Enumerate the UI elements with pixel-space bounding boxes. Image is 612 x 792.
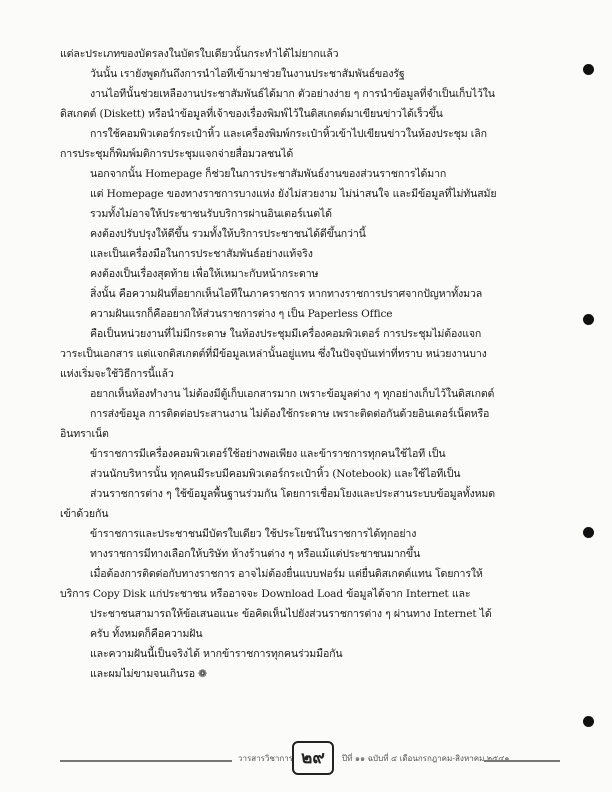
journal-name: วารสารวิชาการ <box>238 754 293 763</box>
article-body <box>60 44 560 684</box>
text-line: ครับ ทั้งหมดก็คือความฝัน <box>90 628 203 640</box>
text-line: บริการ Copy Disk แก่ประชาชน หรืออาจจะ Download Load ข้อมูลได้จาก Internet และ <box>60 588 471 600</box>
page-footer <box>60 738 560 778</box>
text-line: ดิสเกตต์ (Diskett) หรือนำข้อมูลที่เจ้าของเรื่องพิมพ์ไว้ในดิสเกตต์มาเขียนข่าวได้เร็วขึ้น <box>60 108 443 120</box>
binder-hole-icon <box>583 527 594 538</box>
text-line: สิ่งนั้น คือความฝันที่อยากเห็นไอทีในภาคราชการ หากทางราชการปราศจากปัญหาทั้งมวล <box>90 288 483 300</box>
text-line: ข้าราชการมีเครื่องคอมพิวเตอร์ใช้อย่างพอเพียง และข้าราชการทุกคนใช้ไอที เป็น <box>90 448 446 460</box>
text-line: เมื่อต้องการติดต่อกับทางราชการ อาจไม่ต้องยื่นแบบฟอร์ม แต่ยื่นดิสเกตต์แทน โดยการให้ <box>90 568 483 580</box>
text-line: คงต้องเป็นเรื่องสุดท้าย เพื่อให้เหมาะกับหน้ากระดาษ <box>90 268 319 280</box>
text-line: และความฝันนี้เป็นจริงได้ หากข้าราชการทุกคนร่วมมือกัน <box>90 648 343 660</box>
text-line: นอกจากนั้น Homepage ก็ช่วยในการประชาสัมพันธ์งานของส่วนราชการได้มาก <box>90 168 447 180</box>
binder-hole-icon <box>583 716 594 727</box>
text-line: ข้าราชการและประชาชนมีบัตรใบเดียว ใช้ประโยชน์ในราชการได้ทุกอย่าง <box>90 528 417 540</box>
text-line: อยากเห็นห้องทำงาน ไม่ต้องมีตู้เก็บเอกสารมาก เพราะข้อมูลต่าง ๆ ทุกอย่างเก็บไว้ในดิสเกตต์ <box>90 388 495 400</box>
text-line: และเป็นเครื่องมือในการประชาสัมพันธ์อย่างแท้จริง <box>90 248 313 260</box>
text-line: แต่ Homepage ของทางราชการบางแห่ง ยังไม่สวยงาม ไม่น่าสนใจ และมีข้อมูลที่ไม่ทันสมัย <box>90 188 497 200</box>
text-line: งานไอทีนั้นช่วยเหลืองานประชาสัมพันธ์ได้มาก ตัวอย่างง่าย ๆ การนำข้อมูลที่จำเป็นเก็บไว้ใน <box>90 88 495 100</box>
footer-rule <box>484 760 560 762</box>
text-line: และผมไม่ขามจนเกินรอ ❁ <box>90 668 207 680</box>
binder-hole-icon <box>583 314 594 325</box>
text-line: การใช้คอมพิวเตอร์กระเป๋าหิ้ว และเครื่องพิมพ์กระเป๋าหิ้วเข้าไปเขียนข่าวในห้องประชุม เลิก <box>90 128 487 140</box>
text-line: ประชาชนสามารถให้ข้อเสนอแนะ ข้อคิดเห็นไปยังส่วนราชการต่าง ๆ ผ่านทาง Internet ได้ <box>90 608 492 620</box>
text-line: ทางราชการมีทางเลือกให้บริษัท ห้างร้านต่าง ๆ หรือแม้แต่ประชาชนมากขึ้น <box>90 548 421 560</box>
text-line: คือเป็นหน่วยงานที่ไม่มีกระดาษ ในห้องประชุมมีเครื่องคอมพิวเตอร์ การประชุมไม่ต้องแจก <box>90 328 482 340</box>
text-line: การประชุมก็พิมพ์มติการประชุมแจกจ่ายสื่อมวลชนได้ <box>60 148 294 160</box>
text-line: แห่งเริ่มจะใช้วิธีการนี้แล้ว <box>60 368 174 380</box>
page-number: ๒๙ <box>292 741 334 775</box>
text-line: ส่วนนักบริหารนั้น ทุกคนมีระบมีคอมพิวเตอร์กระเป๋าหิ้ว (Notebook) และใช้ไอทีเป็น <box>90 468 461 480</box>
text-line: รวมทั้งไม่อาจให้ประชาชนรับบริการผ่านอินเตอร์เนตได้ <box>90 208 332 220</box>
text-line: ความฝันแรกก็คืออยากให้ส่วนราชการต่าง ๆ เป็น Paperless Office <box>90 308 393 320</box>
text-line: แต่ละประเภทของบัตรลงในบัตรใบเดียวนั้นกระทำได้ไม่ยากแล้ว <box>60 48 339 60</box>
text-line: ส่วนราชการต่าง ๆ ใช้ข้อมูลพื้นฐานร่วมกัน โดยการเชื่อมโยงและประสานระบบข้อมูลทั้งหมด <box>90 488 495 500</box>
text-line: วาระเป็นเอกสาร แต่แจกดิสเกตต์ที่มีข้อมูลเหล่านั้นอยู่แทน ซึ่งในปัจจุบันเท่าที่ทราบ หน่วยงานบาง <box>60 348 487 360</box>
footer-rule <box>60 760 232 762</box>
binder-hole-icon <box>583 64 594 75</box>
text-line: การส่งข้อมูล การติดต่อประสานงาน ไม่ต้องใช้กระดาษ เพราะติดต่อกันด้วยอินเตอร์เน็ตหรือ <box>90 408 490 420</box>
text-line: วันนั้น เรายังพูดกันถึงการนำไอทีเข้ามาช่วยในงานประชาสัมพันธ์ของรัฐ <box>90 68 405 80</box>
text-line: เข้าด้วยกัน <box>60 508 109 520</box>
text-line: คงต้องปรับปรุงให้ดีขึ้น รวมทั้งให้บริการประชาชนได้ดีขึ้นกว่านี้ <box>90 228 366 240</box>
issue-info: ปีที่ ๑๑ ฉบับที่ ๔ เดือนกรกฎาคม-สิงหาคม ๒๕๔๑ <box>342 754 510 763</box>
text-line: อินทราเน็ต <box>60 428 109 440</box>
